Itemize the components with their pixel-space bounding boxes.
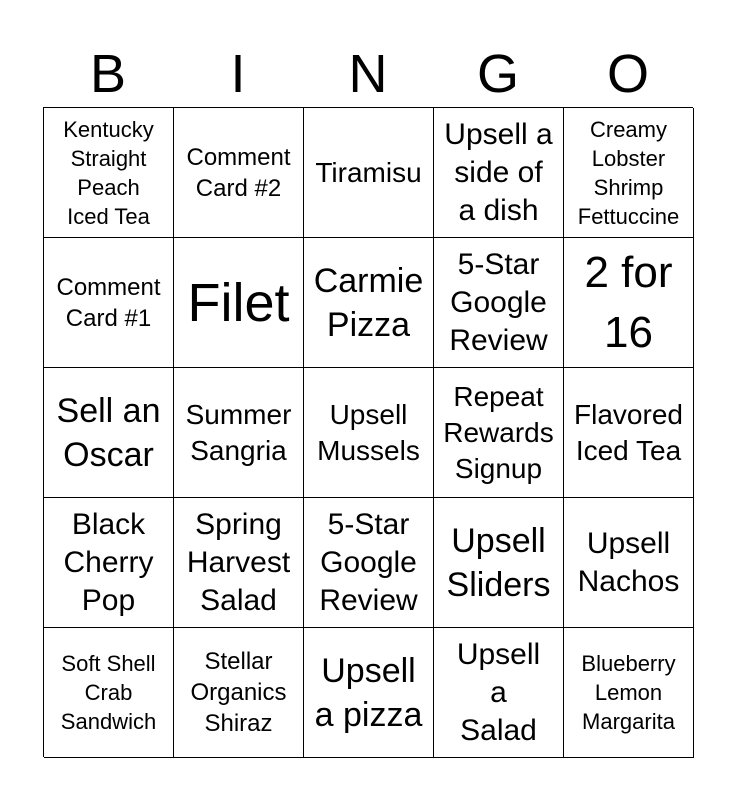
bingo-cell-r1c4[interactable] xyxy=(434,108,564,238)
bingo-cell-text: Comment Card #2 xyxy=(186,143,291,202)
bingo-cell-r3c4[interactable] xyxy=(434,368,564,498)
bingo-cell-r3c3[interactable] xyxy=(304,368,434,498)
bingo-cell-r5c1[interactable] xyxy=(44,628,174,758)
bingo-cell-text: Sell an Oscar xyxy=(56,391,161,474)
bingo-cell-text: Creamy Lobster Shrimp Fettuccine xyxy=(577,116,680,229)
bingo-cell-r1c1[interactable] xyxy=(44,108,174,238)
bingo-cell-text: Upsell Mussels xyxy=(317,398,420,466)
bingo-cell-r1c5[interactable] xyxy=(564,108,694,238)
bingo-cell-text: Upsell Nachos xyxy=(577,526,680,598)
bingo-cell-text: Soft Shell Crab Sandwich xyxy=(60,651,157,734)
bingo-cell-r2c5[interactable] xyxy=(564,238,694,368)
bingo-cell-r4c4[interactable] xyxy=(434,498,564,628)
bingo-cell-r1c3[interactable] xyxy=(304,108,434,238)
bingo-cell-text: Spring Harvest Salad xyxy=(186,507,291,617)
bingo-cell-r2c2[interactable] xyxy=(174,238,304,368)
bingo-cell-text: Upsell Sliders xyxy=(446,521,551,604)
bingo-cell-text: Blueberry Lemon Margarita xyxy=(581,651,676,734)
bingo-cell-text: Black Cherry Pop xyxy=(63,507,154,617)
bingo-cell-r4c2[interactable] xyxy=(174,498,304,628)
header-letter-b: B xyxy=(89,44,127,104)
header-letter-i: I xyxy=(230,44,246,104)
bingo-cell-text: Kentucky Straight Peach Iced Tea xyxy=(63,116,154,229)
bingo-cell-r2c1[interactable] xyxy=(44,238,174,368)
bingo-header xyxy=(43,40,693,108)
header-letter-n: N xyxy=(348,44,388,104)
bingo-cell-r3c1[interactable] xyxy=(44,368,174,498)
bingo-cell-r2c3[interactable] xyxy=(304,238,434,368)
bingo-cell-text: Filet xyxy=(187,272,290,333)
bingo-cell-r1c2[interactable] xyxy=(174,108,304,238)
header-letter-o: O xyxy=(606,44,649,104)
bingo-cell-r5c5[interactable] xyxy=(564,628,694,758)
bingo-cell-text: Upsell a side of a dish xyxy=(444,117,553,227)
bingo-cell-r5c3[interactable] xyxy=(304,628,434,758)
bingo-cell-r3c2[interactable] xyxy=(174,368,304,498)
bingo-cell-text: Repeat Rewards Signup xyxy=(443,380,554,484)
bingo-cell-text: 2 for 16 xyxy=(584,247,673,357)
bingo-cell-r4c1[interactable] xyxy=(44,498,174,628)
bingo-card-grid xyxy=(43,107,693,757)
bingo-cell-r2c4[interactable] xyxy=(434,238,564,368)
bingo-cell-r5c2[interactable] xyxy=(174,628,304,758)
bingo-cell-r3c5[interactable] xyxy=(564,368,694,498)
bingo-cell-text: Tiramisu xyxy=(315,156,422,188)
bingo-cell-text: Upsell a Salad xyxy=(456,637,541,747)
bingo-cell-r4c5[interactable] xyxy=(564,498,694,628)
bingo-cell-text: Carmie Pizza xyxy=(313,261,424,344)
bingo-cell-text: Comment Card #1 xyxy=(56,273,161,332)
bingo-cell-text: Upsell a pizza xyxy=(314,651,423,734)
bingo-cell-text: Summer Sangria xyxy=(185,398,292,466)
bingo-cell-r4c3[interactable] xyxy=(304,498,434,628)
bingo-cell-text: 5-Star Google Review xyxy=(319,507,418,617)
header-letter-g: G xyxy=(476,44,519,104)
bingo-cell-text: Stellar Organics Shiraz xyxy=(190,648,287,737)
bingo-cell-text: 5-Star Google Review xyxy=(449,247,548,357)
bingo-cell-text: Flavored Iced Tea xyxy=(574,398,683,466)
bingo-cell-r5c4[interactable] xyxy=(434,628,564,758)
